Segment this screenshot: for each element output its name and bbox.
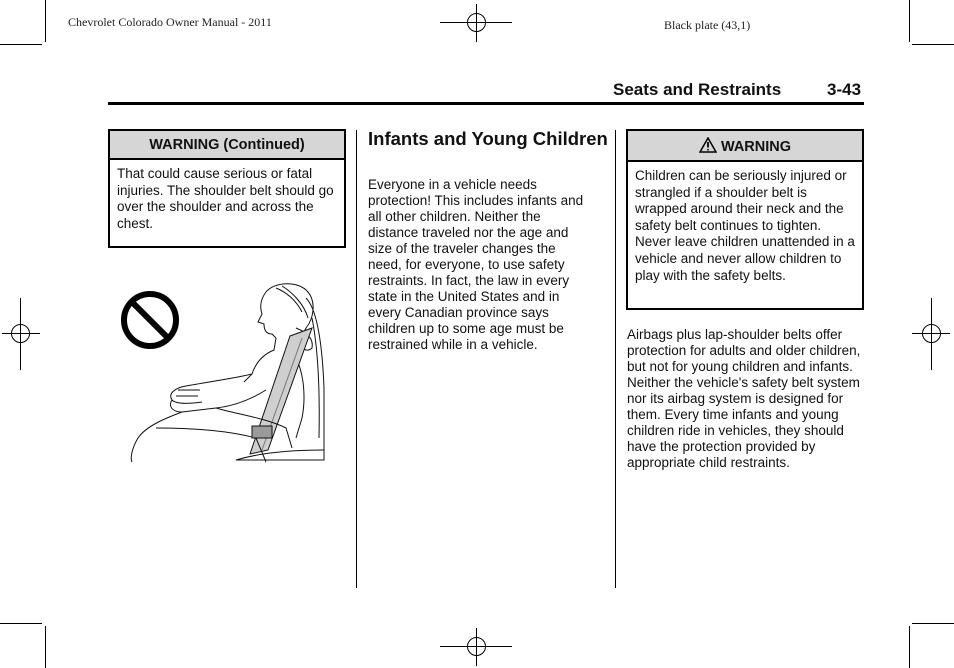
column-divider [356, 130, 357, 588]
warning-heading-row [628, 131, 862, 162]
prohibition-icon [124, 294, 176, 346]
warning-triangle-icon [699, 137, 717, 153]
crop-mark [909, 0, 910, 42]
crop-mark [909, 626, 910, 668]
warning-continued-heading: WARNING (Continued) [110, 131, 344, 160]
crop-mark [45, 0, 46, 42]
warning-box [626, 129, 864, 310]
section-heading: Infants and Young Children [368, 128, 608, 149]
header-rule [108, 102, 864, 105]
warning-continued-box [108, 129, 346, 248]
illustration [116, 278, 328, 464]
warning-continued-body: That could cause serious or fatal injuries. The shoulder belt should go over the shoulder and across the chest. [117, 166, 334, 231]
infants-paragraph: Everyone in a vehicle needs protection! This includes infants and all other children. Neither the distance traveled nor the age and size of the traveler changes the need, for everyone, to use safety restraints. In fact, the law in every state in the United States and in every Canadian province says children up to some age must be restrained while in a vehicle. [368, 177, 584, 352]
warning-heading: WARNING [720, 139, 792, 155]
column-divider [615, 130, 616, 588]
warning-body: Children can be seriously injured or strangled if a shoulder belt is wrapped around their neck and the safety belt continues to tighten. Never leave children unattended in a vehicle and never allow children to play with the safety belts. [635, 168, 855, 283]
crop-mark [0, 623, 42, 624]
crop-mark [45, 626, 46, 668]
crop-mark [912, 44, 954, 45]
plate-label: Black plate (43,1) [664, 18, 751, 32]
seated-child-figure [131, 284, 324, 462]
crop-mark [912, 623, 954, 624]
airbags-paragraph: Airbags plus lap-shoulder belts offer protection for adults and older children, but not for young children and infants. Neither the vehicle's safety belt system nor its airbag system is designed for them. Every time infants and young children ride in vehicles, they should have the protection provided by appropriate child restraints. [627, 327, 861, 470]
manual-title: Chevrolet Colorado Owner Manual - 2011 [68, 15, 272, 29]
crop-mark [0, 44, 42, 45]
page-number: 3-43 [827, 80, 862, 99]
section-title: Seats and Restraints [613, 80, 782, 99]
